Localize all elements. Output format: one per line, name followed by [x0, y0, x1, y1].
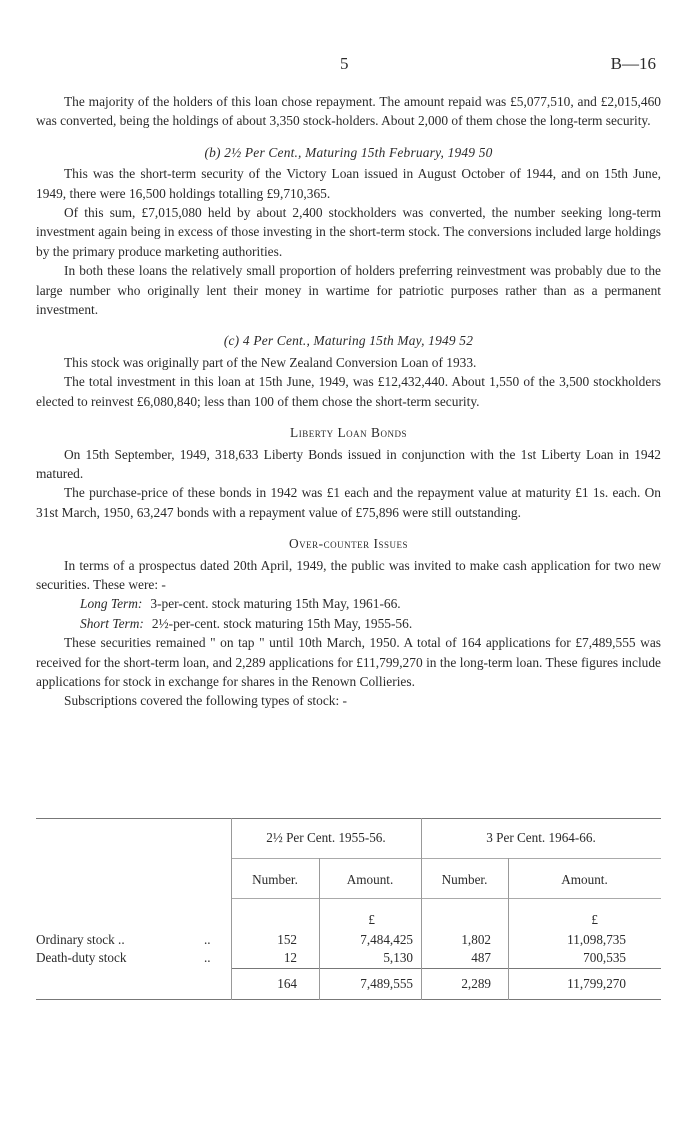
- table-cell: 487: [471, 950, 491, 965]
- document-reference: B—16: [610, 54, 656, 73]
- table-total: 164: [277, 976, 297, 991]
- table-group-header: 2½ Per Cent. 1955-56.: [266, 830, 386, 845]
- short-term-label: Short Term:: [80, 615, 144, 631]
- long-term-line: [36, 594, 661, 613]
- paragraph: These securities remained " on tap " until 10th March, 1950. A total of 164 applications for £7,489,555 was received for the short-term loan, and 2,289 applications for £11,799,270 in the long-term loan. These figures include applications for stock in exchange for shares in the Renown Collieries.: [36, 635, 661, 689]
- table-cell: 700,535: [583, 950, 626, 965]
- table-cell: 11,098,735: [567, 932, 626, 947]
- table-total-rule: [231, 968, 661, 969]
- page-number: 5: [340, 54, 349, 73]
- paragraph: On 15th September, 1949, 318,633 Liberty Bonds issued in conjunction with the 1st Liberty Loan in 1942 matured.: [36, 446, 661, 481]
- long-term-label: Long Term:: [80, 596, 143, 612]
- table-cell: 5,130: [383, 950, 413, 965]
- table-total: 2,289: [461, 976, 491, 991]
- section-heading-c: (c) 4 Per Cent., Maturing 15th May, 1949 52: [223, 333, 474, 349]
- currency-symbol: £: [368, 912, 375, 927]
- paragraph: This stock was originally part of the New Zealand Conversion Loan of 1933.: [64, 354, 477, 370]
- table-column-header: Amount.: [346, 872, 394, 887]
- table-group-header: 3 Per Cent. 1964-66.: [486, 830, 596, 845]
- currency-symbol: £: [591, 912, 598, 927]
- table-total: 7,489,555: [360, 976, 413, 991]
- leader-dots: ..: [204, 950, 211, 965]
- table-bottom-rule: [36, 999, 661, 1000]
- short-term-line: [36, 614, 661, 633]
- table-row-label: Ordinary stock ..: [36, 932, 125, 947]
- paragraph: Subscriptions covered the following types of stock: -: [64, 693, 348, 709]
- paragraph: The majority of the holders of this loan chose repayment. The amount repaid was £5,077,510, and £2,015,460 was converted, being the holdings of about 3,350 stock-holders. About 2,000 of them chose the long-term security.: [36, 94, 661, 129]
- subscriptions-table: [36, 818, 661, 1000]
- paragraph: This was the short-term security of the Victory Loan issued in August October of 1944, and on 15th June, 1949, there were 16,500 holdings totalling £9,710,365.: [36, 166, 661, 201]
- table-column-header: Number.: [441, 872, 488, 887]
- table-cell: 1,802: [461, 932, 491, 947]
- section-heading-over-counter: Over-counter Issues: [289, 536, 408, 552]
- table-cell: 12: [283, 950, 297, 965]
- section-heading-b: (b) 2½ Per Cent., Maturing 15th February, 1949 50: [204, 144, 493, 160]
- table-total: 11,799,270: [567, 976, 626, 991]
- table-top-rule: [36, 818, 661, 819]
- table-header-rule: [231, 898, 661, 899]
- paragraph: The purchase-price of these bonds in 1942 was £1 each and the repayment value at maturity £1 1s. each. On 31st March, 1950, 63,247 bonds with a repayment value of £75,896 were still outstanding.: [36, 485, 661, 520]
- paragraph: The total investment in this loan at 15th June, 1949, was £12,432,440. About 1,550 of the 3,500 stockholders elected to reinvest £6,080,840; less than 100 of them chose the short-term security.: [36, 374, 661, 409]
- leader-dots: ..: [204, 932, 211, 947]
- table-group-rule: [231, 858, 661, 859]
- long-term-text: 3-per-cent. stock maturing 15th May, 1961-66.: [150, 596, 401, 612]
- table-column-header: Amount.: [561, 872, 608, 887]
- paragraph: In terms of a prospectus dated 20th April, 1949, the public was invited to make cash application for two new securities. These were: -: [36, 557, 661, 592]
- body-text: [36, 92, 661, 711]
- short-term-text: 2½-per-cent. stock maturing 15th May, 1955-56.: [151, 615, 413, 631]
- table-cell: 7,484,425: [360, 932, 413, 947]
- table-column-header: Number.: [252, 872, 298, 887]
- paragraph: Of this sum, £7,015,080 held by about 2,400 stockholders was converted, the number seeking long-term investment again being in excess of those investing in the short-term stock. The conversions included large holdings by the primary produce marketing authorities.: [36, 205, 661, 259]
- section-heading-liberty: Liberty Loan Bonds: [290, 425, 407, 441]
- table-cell: 152: [277, 932, 297, 947]
- paragraph: In both these loans the relatively small proportion of holders preferring reinvestment was probably due to the large number who originally lent their money in wartime for patriotic purposes rather than as a permanent investment.: [36, 263, 661, 318]
- table-row-label: Death-duty stock: [36, 950, 127, 965]
